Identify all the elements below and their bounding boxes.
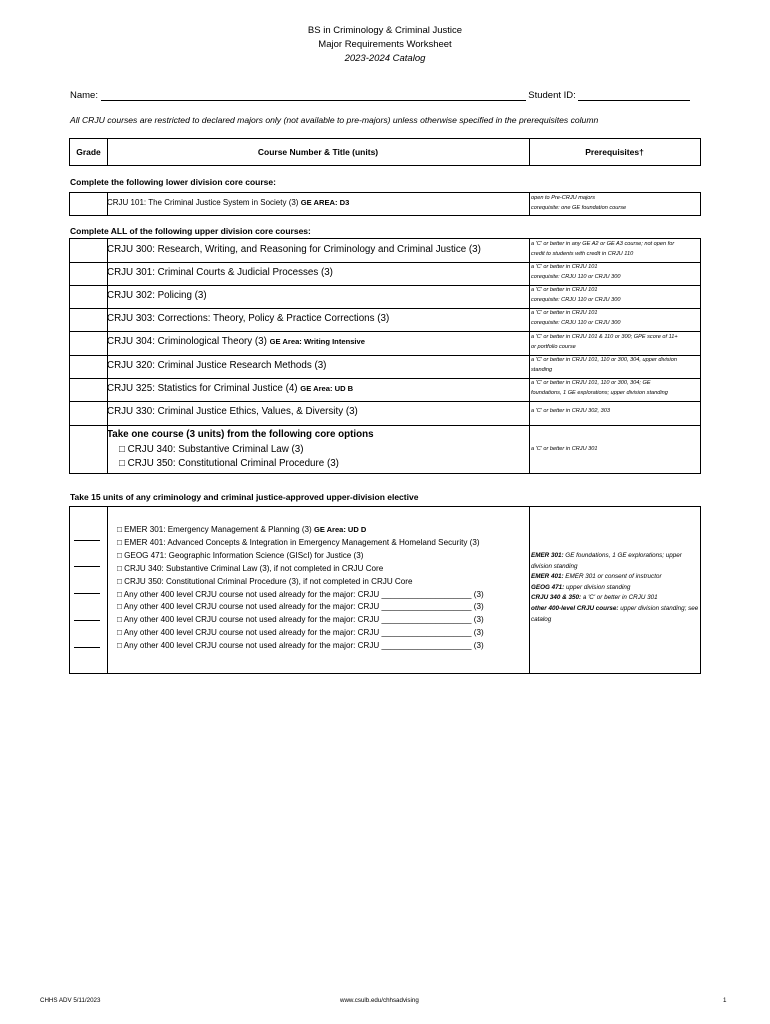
lower-division-title: Complete the following lower division core course:	[70, 177, 276, 187]
checkbox[interactable]: □	[117, 563, 122, 573]
grade-blank[interactable]	[74, 593, 100, 594]
core-options-prereq: a 'C' or better in CRJU 301	[531, 446, 598, 452]
upper-course-crju-330: CRJU 330: Criminal Justice Ethics, Values, & Diversity (3)	[107, 406, 358, 417]
checkbox[interactable]: □	[119, 458, 125, 469]
elective-item: □ CRJU 350: Constitutional Criminal Procedure (3), if not completed in CRJU Core	[117, 576, 413, 586]
ge-area-badge: GE Area: UD B	[300, 384, 354, 393]
checkbox[interactable]: □	[117, 525, 122, 534]
upper-prereq-crju-303: a 'C' or better in CRJU 101 corequisite: CRJU 110 or CRJU 300	[531, 310, 621, 326]
elective-prereq: EMER 301: GE foundations, 1 GE explorations; upper division standing	[531, 552, 682, 570]
upper-prereq-crju-325: a 'C' or better in CRJU 101, 110 or 300, 304; GE foundations, 1 GE explorations; upper division standing	[531, 380, 668, 396]
checkbox[interactable]: □	[117, 589, 122, 599]
footer-website: www.csulb.edu/chhsadvising	[340, 997, 419, 1004]
name-field[interactable]	[101, 90, 526, 101]
ge-area-badge: GE AREA: D3	[300, 198, 350, 207]
elective-prereq: EMER 401: EMER 301 or consent of instructor	[531, 573, 662, 581]
grade-blank[interactable]	[74, 566, 100, 567]
worksheet-title: Major Requirements Worksheet	[318, 39, 452, 50]
checkbox[interactable]: □	[117, 641, 122, 651]
upper-course-crju-325: CRJU 325: Statistics for Criminal Justice (4) GE Area: UD B	[107, 383, 354, 394]
prereq-header: Prerequisites†	[585, 147, 644, 157]
upper-course-crju-300: CRJU 300: Research, Writing, and Reasoning for Criminology and Criminal Justice (3)	[107, 244, 481, 255]
grade-blank[interactable]	[74, 540, 100, 541]
course-header: Course Number & Title (units)	[257, 147, 379, 157]
upper-prereq-crju-300: a 'C' or better in any GE A2 or GE A3 course; not open for credit to students with credit in CRJU 110	[531, 241, 675, 257]
restriction-note: All CRJU courses are restricted to declared majors only (not available to pre-majors) unless otherwise specified in the prerequisites column	[70, 115, 599, 125]
elective-prereq: GEOG 471: upper division standing	[531, 583, 631, 591]
elective-item: □ EMER 401: Advanced Concepts & Integration in Emergency Management & Homeland Security (3)	[117, 537, 480, 547]
elective-item: □ Any other 400 level CRJU course not used already for the major: CRJU ____________________ (3)	[117, 641, 484, 651]
footer-page-number: 1	[723, 997, 727, 1004]
ge-area-badge: GE Area: Writing Intensive	[269, 337, 365, 346]
elective-prereq: CRJU 340 & 350: a 'C' or better in CRJU 301	[531, 594, 658, 602]
elective-item: □ Any other 400 level CRJU course not used already for the major: CRJU ____________________ (3)	[117, 628, 484, 638]
elective-prereqs	[531, 551, 703, 625]
upper-prereq-crju-304: a 'C' or better in CRJU 101 & 110 or 300; GPE score of 11+ or portfolio course	[531, 334, 678, 350]
checkbox[interactable]: □	[117, 615, 122, 625]
grade-cell[interactable]	[70, 193, 107, 215]
program-title: BS in Criminology & Criminal Justice	[307, 25, 463, 36]
name-label: Name:	[70, 90, 98, 101]
core-option-crju-340: □ CRJU 340: Substantive Criminal Law (3)	[119, 443, 304, 455]
checkbox[interactable]: □	[117, 576, 122, 586]
checkbox[interactable]: □	[117, 550, 122, 560]
elective-item: □ Any other 400 level CRJU course not used already for the major: CRJU ____________________ (3)	[117, 615, 484, 625]
upper-prereq-crju-330: a 'C' or better in CRJU 302, 303	[531, 408, 610, 414]
upper-prereq-crju-302: a 'C' or better in CRJU 101 corequisite: CRJU 110 or CRJU 300	[531, 287, 621, 303]
elective-title: Take 15 units of any criminology and criminal justice-approved upper-division elective	[70, 492, 419, 502]
core-options-block	[107, 428, 374, 472]
checkbox[interactable]: □	[117, 628, 122, 638]
elective-item: □ EMER 301: Emergency Management & Planning (3) GE Area: UD D	[117, 525, 367, 534]
elective-list	[117, 524, 484, 653]
checkbox[interactable]: □	[119, 443, 125, 455]
lower-course-prereq: open to Pre-CRJU majors corequisite: one GE foundation course	[531, 195, 627, 211]
upper-prereq-crju-301: a 'C' or better in CRJU 101 corequisite: CRJU 110 or CRJU 300	[531, 264, 621, 280]
elective-item: □ CRJU 340: Substantive Criminal Law (3), if not completed in CRJU Core	[117, 563, 384, 573]
student-id-field[interactable]	[578, 90, 690, 101]
checkbox[interactable]: □	[117, 602, 122, 612]
student-info-row	[70, 90, 700, 101]
elective-item: □ Any other 400 level CRJU course not used already for the major: CRJU ____________________ (3)	[117, 589, 484, 599]
ge-area-badge: GE Area: UD D	[314, 525, 367, 534]
lower-course-crju-101: CRJU 101: The Criminal Justice System in Society (3) GE AREA: D3	[107, 198, 350, 207]
core-option-crju-350: □ CRJU 350: Constitutional Criminal Procedure (3)	[119, 458, 339, 469]
upper-prereq-crju-320: a 'C' or better in CRJU 101, 110 or 300, 304, upper division standing	[531, 357, 677, 373]
upper-division-title: Complete ALL of the following upper division core courses:	[70, 226, 311, 236]
core-options-title: Take one course (3 units) from the following core options	[107, 429, 374, 440]
grade-blank[interactable]	[74, 647, 100, 648]
elective-prereq: other 400-level CRJU course: upper division standing; see catalog	[531, 604, 699, 623]
upper-course-crju-302: CRJU 302: Policing (3)	[107, 290, 207, 301]
upper-course-crju-303: CRJU 303: Corrections: Theory, Policy & Practice Corrections (3)	[107, 313, 390, 324]
grade-header: Grade	[76, 147, 101, 157]
footer-form-code: CHHS ADV 5/11/2023	[40, 997, 101, 1004]
student-id-label: Student ID:	[528, 90, 576, 101]
elective-item: □ Any other 400 level CRJU course not used already for the major: CRJU ____________________ (3)	[117, 602, 484, 612]
grade-blank[interactable]	[74, 620, 100, 621]
table-header	[69, 138, 701, 166]
checkbox[interactable]: □	[117, 537, 122, 547]
upper-course-crju-301: CRJU 301: Criminal Courts & Judicial Processes (3)	[107, 267, 333, 278]
upper-course-crju-304: CRJU 304: Criminological Theory (3) GE Area: Writing Intensive	[107, 336, 365, 347]
worksheet-header	[0, 24, 770, 66]
elective-item: □ GEOG 471: Geographic Information Science (GIScI) for Justice (3)	[117, 550, 364, 560]
catalog-year: 2023-2024 Catalog	[344, 53, 426, 64]
upper-course-crju-320: CRJU 320: Criminal Justice Research Methods (3)	[107, 360, 327, 371]
